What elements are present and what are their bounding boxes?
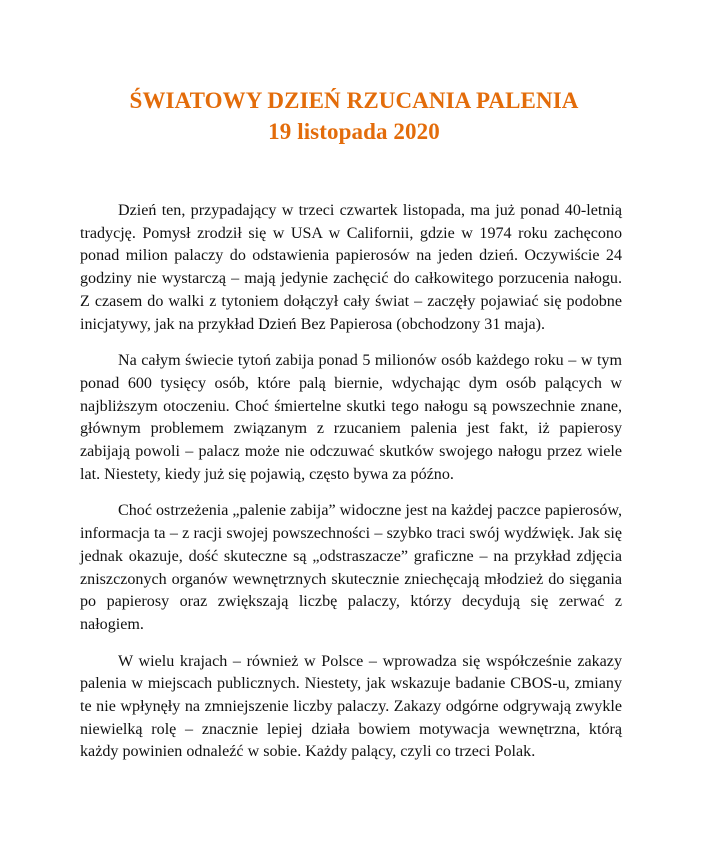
document-title: ŚWIATOWY DZIEŃ RZUCANIA PALENIA	[129, 88, 579, 113]
document-body	[80, 200, 622, 778]
paragraph-3: Choć ostrzeżenia „palenie zabija” widoczne jest na każdej paczce papierosów, informacja ta – z racji swojej powszechności – szybko traci swój wydźwięk. Jak się jednak okazuje, dość skuteczne są „odstraszacze” graficzne – na przykład zdjęcia zniszczonych organów wewnętrznych skutecznie zniechęcają młodzież do sięgania po papierosy oraz zwiększają liczbę palaczy, którzy decydują się zerwać z nałogiem.	[80, 502, 622, 633]
document-date: 19 listopada 2020	[268, 119, 440, 144]
paragraph-1: Dzień ten, przypadający w trzeci czwartek listopada, ma już ponad 40-letnią tradycję. Pomysł zrodził się w USA w Californii, gdzie w 1974 roku zachęcono ponad milion palaczy do odstawienia papierosów na jeden dzień. Oczywiście 24 godziny nie wystarczą – mają jedynie zachęcić do całkowitego porzucenia nałogu. Z czasem do walki z tytoniem dołączył cały świat – zaczęły pojawiać się podobne inicjatywy, jak na przykład Dzień Bez Papierosa (obchodzony 31 maja).	[80, 202, 622, 333]
paragraph-2: Na całym świecie tytoń zabija ponad 5 milionów osób każdego roku – w tym ponad 600 tysięcy osób, które palą biernie, wdychając dym osób palących w najbliższym otoczeniu. Choć śmiertelne skutki tego nałogu są powszechnie znane, głównym problemem związanym z rzucaniem palenia jest fakt, iż papierosy zabijają powoli – palacz może nie odczuwać skutków swojego nałogu przez wiele lat. Niestety, kiedy już się pojawią, często bywa za późno.	[80, 352, 622, 483]
paragraph-4: W wielu krajach – również w Polsce – wprowadza się współcześnie zakazy palenia w miejscach publicznych. Niestety, jak wskazuje badanie CBOS-u, zmiany te nie wpłynęły na zmniejszenie liczby palaczy. Zakazy odgórne odgrywają zwykle niewielką rolę – znacznie lepiej działa bowiem motywacja wewnętrzna, którą każdy powinien odnaleźć w sobie. Każdy palący, czyli co trzeci Polak.	[80, 652, 622, 761]
